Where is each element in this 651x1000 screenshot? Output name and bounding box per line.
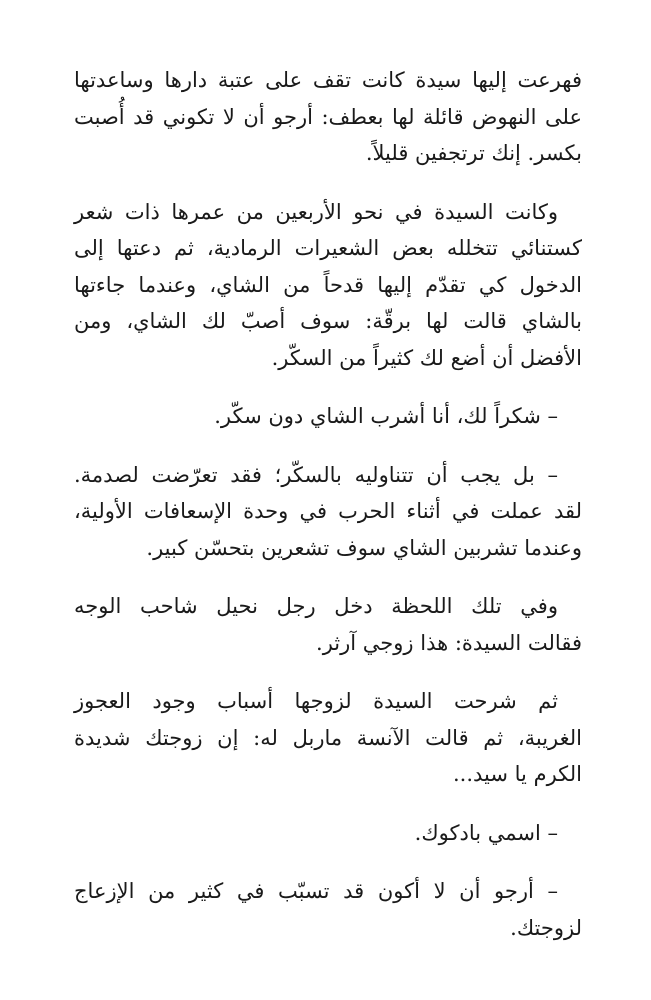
text-line: لزوجتك. [510, 915, 582, 940]
text-line: الغريبة، ثم قالت الآنسة ماربل له: إن زوجتك شديدة [74, 725, 582, 750]
paragraph-7-dialogue [74, 815, 582, 852]
text-line: كستنائي تتخلله بعض الشعيرات الرمادية، ثم دعتها إلى [74, 236, 582, 260]
text-line: بكسر. إنك ترتجفين قليلاً. [365, 141, 582, 165]
text-line: – بل يجب أن تتناوليه بالسكّر؛ فقد تعرّضت لصدمة. [74, 462, 558, 487]
text-line: وكانت السيدة في نحو الأربعين من عمرها ذات شعر [74, 199, 558, 224]
text-line: فهرعت إليها سيدة كانت تقف على عتبة دارها وساعدتها [74, 68, 582, 92]
text-line: – أرجو أن لا أكون قد تسبّب في كثير من الإزعاج [74, 879, 558, 903]
book-page [74, 62, 582, 968]
text-line: – شكراً لك، أنا أشرب الشاي دون سكّر. [214, 404, 558, 428]
paragraph-1 [74, 62, 582, 172]
paragraph-4-dialogue [74, 457, 582, 567]
text-line: الكرم يا سيد... [453, 762, 582, 786]
text-line: على النهوض قائلة لها بعطف: أرجو أن لا تكوني قد أُصبت [74, 104, 582, 129]
text-line: بالشاي قالت لها برقّة: سوف أصبّ لك الشاي، ومن [74, 309, 582, 333]
text-line: لقد عملت في أثناء الحرب في وحدة الإسعافات الأولية، [74, 499, 582, 523]
text-line: الدخول كي تقدّم إليها قدحاً من الشاي، وعندما جاءتها [74, 272, 582, 297]
text-line: – اسمي بادكوك. [414, 820, 558, 845]
text-line: وعندما تشربين الشاي سوف تشعرين بتحسّن كبير. [146, 535, 582, 560]
text-line: الأفضل أن أضع لك كثيراً من السكّر. [271, 345, 582, 370]
paragraph-8-dialogue [74, 873, 582, 946]
paragraph-2 [74, 194, 582, 377]
text-line: ثم شرحت السيدة لزوجها أسباب وجود العجوز [74, 689, 558, 713]
paragraph-3-dialogue [74, 398, 582, 435]
paragraph-6 [74, 683, 582, 793]
text-line: فقالت السيدة: هذا زوجي آرثر. [316, 630, 582, 655]
text-line: وفي تلك اللحظة دخل رجل نحيل شاحب الوجه [74, 594, 558, 618]
paragraph-5 [74, 588, 582, 661]
